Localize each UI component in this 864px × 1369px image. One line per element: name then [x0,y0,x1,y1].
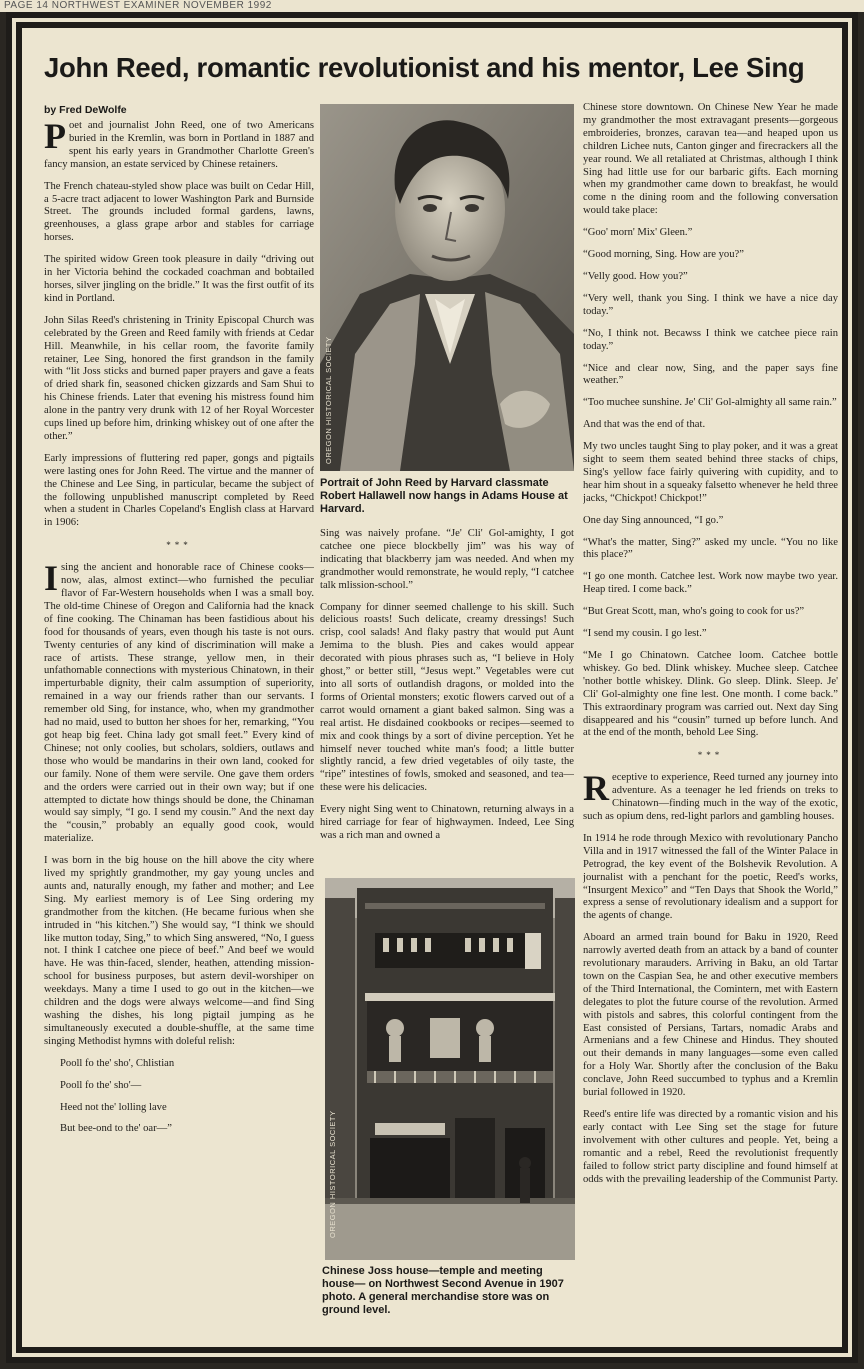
paragraph: Sing was naively profane. “Je' Cli' Gol-amighty, I got catchee one piece blockbelly jim” was his way of indicating that blackberry jam was needed. And when my grandmother would remonstrate, he would reply, “I catchee talk mlission-school.” [320,528,574,591]
paragraph: Chinese store downtown. On Chinese New Year he made my grandmother the most extravagant presents—gorgeous embroideries, bronzes, caravan tea—and heaped upon us children Lichee nuts, Canton ginger and firecrackers all the year round. We all retaliated at Christmas, although I think Sing had little use for our barbaric gifts. Each morning when my grandmother came down to breakfast, he would come n the dining room and the following conversation would take place: [583,102,838,217]
section-divider: *** [697,750,724,761]
dialogue-line: “Very well, thank you Sing. I think we have a nice day today.” [583,292,838,317]
drop-cap: P [44,120,66,156]
paragraph: I was born in the big house on the hill above the city where lived my sprightly grandmother, my gay young uncles and aunts and, naturally enough, my father and mother; and Lee Sing. My earliest memory is of Lee Sing ordering my grandmother from the kitchen. (He became furious when she intruded in “his kitchen.”) She would say, “I think we should like mutton today, Sing,” to which Sing answered, “No, I guess not. I think I catchee one piece of beef.” And beef we would have. He was thin-faced, slender, heathen, attending mission-school for business purposes, but astern devil-worshiper on weekdays. Many a time I used to go out in the kitchen—we children and the dogs were always welcome—and find Sing washing the dishes, his long pigtail jumping as he simultaneously executed a double-shuffle, at the same time singing Methodist hymns with doleful relish: [44,855,314,1047]
portrait-photo [320,104,574,471]
drop-cap: R [583,768,609,809]
dialogue-line: “I send my cousin. I go lest.” [583,628,707,640]
photo-credit: OREGON HISTORICAL SOCIETY [324,336,333,464]
page-masthead: PAGE 14 NORTHWEST EXAMINER NOVEMBER 1992 [0,0,864,12]
dialogue-line: “Goo' morn' Mix' Gleen.” [583,227,693,239]
verse-line: Heed not the' lolling lave [60,1101,167,1113]
dialogue-line: “I go one month. Catchee lest. Work now maybe two year. Heap tired. I come back.” [583,571,838,596]
dialogue-line: “No, I think not. Becawss I think we catchee piece rain today.” [583,327,838,352]
column-1 [44,120,314,1350]
dialogue-line: One day Sing announced, “I go.” [583,514,724,526]
paragraph: Aboard an armed train bound for Baku in 1920, Reed narrowly averted death from an attack by a band of counter revolutionary marauders. Arriving in Baku, an old Tartar town on the Caspian Sea, he and other executive members of the Third International, the Comintern, met with Eastern delegates to plot the future course of the revolution. Armed with pistols and sabres, this colorful contingent from the East consisted of Persians, Tartars, nomadic Arabs and Armenians and a few Chinese and Hindus. They shouted out their demands in many languages—some even called for a Holy War. Shortly after the conclusion of the Baku conclave, John Reed succumbed to typhus and a Kremlin burial followed in 1920. [583,932,838,1099]
paragraph: Poet and journalist John Reed, one of two Americans buried in the Kremlin, was born in Portland in 1887 and spent his early years in Grandmother Charlotte Green's fancy mansion, an estate serviced by Chinese retainers. [44,120,314,170]
paragraph: The spirited widow Green took pleasure in daily “driving out in her Victoria behind the cockaded coachman and bobtailed horses, silver jingling on the bridle.” It was the first outfit of its kind in Portland. [44,254,314,304]
dialogue-line: “Too muchee sunshine. Je' Cli' Gol-almighty all same rain.” [583,397,837,409]
dialogue-line: “Velly good. How you?” [583,270,688,282]
article [16,22,848,1353]
verse-line: But bee-ond to the' oar—” [60,1123,172,1135]
column-2 [320,528,574,852]
paragraph: Ising the ancient and honorable race of Chinese cooks—now, alas, almost extinct—who furnished the peculiar flavor of Far-Western households when I was a small boy. The old-time Chinese of Oregon and California had the knack of fine cooking. The Chinaman has been fastidious about his food for thousands of years, even though his taste is not ours. Twenty centuries of any kind of discrimination will make a race of artists. These strange, yellow men, in their unfathomable connections with mysterious Chinatown, in their imperturbable dignity, their calm assumption of superiority, remained in a way our friends rather than our servants. I remember old Sing, for instance, who, when my grandmother had no maid, used to button her shoes for her, remarking, “You got heap big feet. China lady got small feet.” Every kind of Chinese; not only coolies, but scholars, soldiers, outlaws and those who would be mandarins in their own land, cooked for our family. None of them were servile. One gave them orders and the orders were carried out in their own way; but if one attempted to dictate how things should be done, the Chinaman would say simply, “I go. I send my cousin.” And the next day the “cousin,” probably an equally good cook, would materialize. [44,558,314,845]
column-3 [583,102,838,1352]
paragraph: My two uncles taught Sing to play poker, and it was a great sight to seem them seated behind three stacks of chips, Sing's yellow face fairly quivering with cupidity, and to hear him shout in a squeaky falsetto whenever he held three jacks, “Chickpot! Chickpot!” [583,441,838,504]
photo-caption: Portrait of John Reed by Harvard classmate Robert Hallawell now hangs in Adams House at Harvard. [320,477,568,515]
paragraph: Reed's entire life was directed by a romantic vision and his early contact with Lee Sing set the stage for future involvement with other cultures and people. Yet, being a romantic and a rebel, Reed the revolutionist frequently failed to follow strict party discipline and found himself at odds with the prevailing leadership of the Communist Party. [583,1109,838,1185]
verse-line: Pooll fo the' sho', Chlistian [60,1057,175,1069]
paragraph: Receptive to experience, Reed turned any journey into adventure. As a teenager he led friends on treks to Chinatown—finding much in the way of the exotic, such as opium dens, red-light parlors and gambling houses. [583,768,838,822]
dialogue-line: “Nice and clear now, Sing, and the paper says fine weather.” [583,362,838,387]
photo-credit: OREGON HISTORICAL SOCIETY [328,1110,337,1238]
page-frame [6,12,858,1363]
portrait-illustration [320,104,574,471]
joss-house-photo [325,878,575,1260]
paragraph: “Me I go Chinatown. Catchee loom. Catchee bottle whiskey. Go bed. Dlink whiskey. Muchee sleep. Catchee 'nother bottle whiskey. Dlink. Go sleep. Dlink. Sleep. Je' Cli' Gol-almighty one fine lest. One month. I come back.” This extraordinary program was carried out. Next day Sing disappeared and his “cousin” turned up before lunch. And at the end of the month, behold Lee Sing. [583,650,838,739]
paragraph: John Silas Reed's christening in Trinity Episcopal Church was celebrated by the Green and Reed family with friends at Cedar Hill. Meanwhile, in his cellar room, the favorite family retainer, Lee Sing, honored the first grandson in the family with “lit Joss sticks and burned paper prayers and gave a feats of dried shark fin, seasoned chicken gizzards and Sam Shui to his Chinese friends. Later that evening his mistress found him alone in the pantry very drunk with 12 of her Royal Worcester cups lined up before him, drinking whiskey out of one after the other.” [44,314,314,442]
verse-line: Pooll fo the' sho'— [60,1079,142,1091]
photo-caption: Chinese Joss house—temple and meeting house— on Northwest Second Avenue in 1907 photo. A general merchandise store was on ground level. [322,1265,564,1316]
paragraph: Company for dinner seemed challenge to his skill. Such delicious roasts! Such delicate, creamy dressings! Such crisp, cool salads! And flaky pastry that would put Aunt Jemima to the blush. Pies and cakes would appear decorated with pious phrases such as, “I believe in Holy ghost,” or better still, “Jesus wept.” Vegetables were cut into all sorts of outlandish dragons, or molded into the forms of Oriental monsters; exotic flowers carved out of a carrot would ornament a giant baked salmon. Sing was a real artist. He disdained cookbooks or recipes—seemed to mix and cook things by a sort of divine perception. Yet he himself never touched white man's food; a little butter slightly rancid, a few dried vegetables of oily taste, the “ripe” intestines of fowls, smoked and seasoned, and tea—these were his delicacies. [320,601,574,794]
dialogue-line: “But Great Scott, man, who's going to cook for us?” [583,606,805,618]
paragraph: The French chateau-styled show place was built on Cedar Hill, a 5-acre tract adjacent to lower Washington Park and Burnside Street. The grounds included formal gardens, lawns, greenhouses, a glass grape arbor and stables for carriage horses. [44,180,314,244]
paragraph: Early impressions of fluttering red paper, gongs and pigtails were lasting ones for John Reed. The virtue and the manner of the Chinese and Lee Sing, in particular, became the subject of the following unpublished manuscript completed by Reed when a student in Charles Copeland's English class at Harvard in 1906: [44,452,314,529]
dialogue-line: “Good morning, Sing. How are you?” [583,249,744,261]
dialogue-line: “What's the matter, Sing?” asked my uncle. “You no like this place?” [583,536,838,561]
article-headline: John Reed, romantic revolutionist and his mentor, Lee Sing [44,52,805,83]
section-divider: *** [166,540,192,551]
hymn-verse [60,1058,314,1137]
joss-house-illustration [325,878,575,1260]
paragraph: In 1914 he rode through Mexico with revolutionary Pancho Villa and in 1917 witnessed the fall of the Winter Palace in Petrograd, the key event of the Bolshevik Revolution. A journalist with a penchant for the poetic, Reed's works, “Insurgent Mexico” and “Ten Days that Shook the World,” express a sense of revolutionary idealism and a support for the agents of change. [583,832,838,922]
dialogue-line: And that was the end of that. [583,419,706,431]
drop-cap: I [44,558,59,599]
paragraph: Every night Sing went to Chinatown, returning always in a hired carriage for fear of highwaymen. Indeed, Lee Sing was a rich man and owned a [320,804,574,841]
article-byline: by Fred DeWolfe [44,104,127,116]
